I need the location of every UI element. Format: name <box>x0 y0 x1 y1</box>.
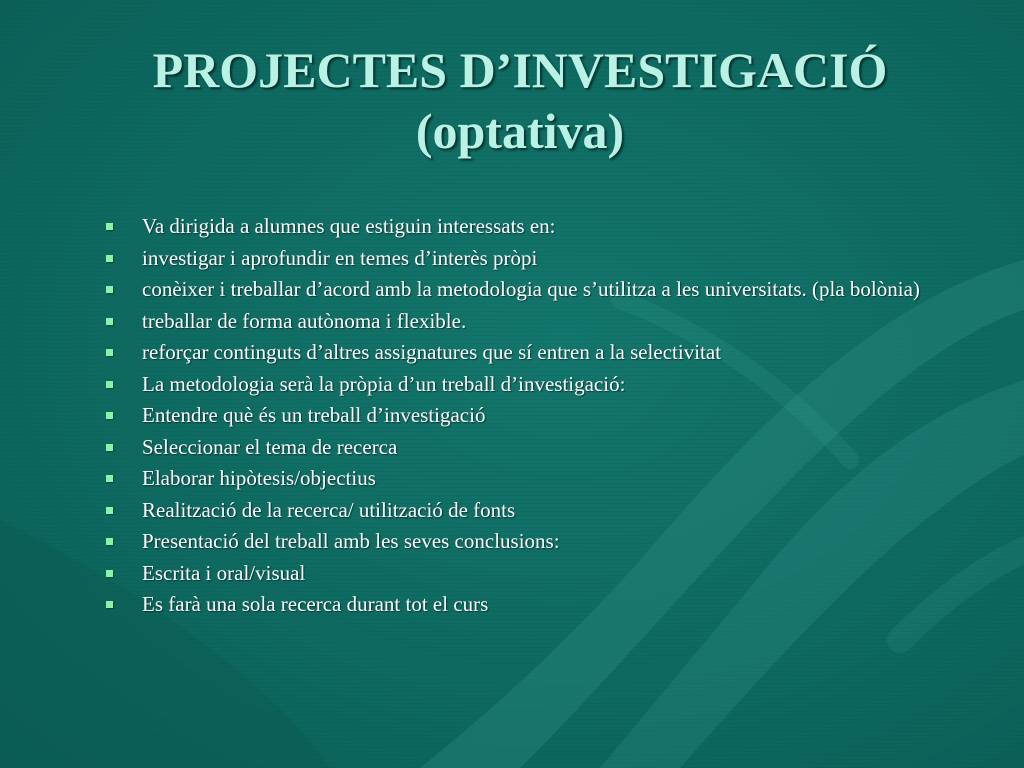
bullet-item <box>104 435 964 460</box>
square-bullet-icon <box>106 475 113 482</box>
square-bullet-icon <box>106 223 113 230</box>
title-line-2: (optativa) <box>415 103 625 159</box>
title-line-1: PROJECTES D’INVESTIGACIÓ <box>152 42 888 98</box>
bullet-text: conèixer i treballar d’acord amb la metodologia que s’utilitza a les universitats. (pla bolònia) <box>142 277 920 301</box>
bullet-text: Es farà una sola recerca durant tot el curs <box>142 592 489 616</box>
bullet-text: Entendre què és un treball d’investigació <box>142 403 486 427</box>
bullet-item <box>104 246 964 271</box>
bullet-text: La metodologia serà la pròpia d’un treball d’investigació: <box>142 371 626 396</box>
bullet-text: Elaborar hipòtesis/objectius <box>142 466 376 490</box>
bullet-list <box>104 214 964 624</box>
bullet-item <box>104 561 964 586</box>
square-bullet-icon <box>106 318 113 325</box>
bullet-item <box>104 372 964 397</box>
square-bullet-icon <box>106 601 113 608</box>
bullet-item <box>104 214 964 239</box>
bullet-text: treballar de forma autònoma i flexible. <box>142 308 467 333</box>
bullet-item <box>104 340 964 365</box>
bullet-text: Va dirigida a alumnes que estiguin interessats en: <box>142 214 556 238</box>
bullet-text: Seleccionar el tema de recerca <box>142 434 398 459</box>
square-bullet-icon <box>106 349 113 356</box>
bullet-item <box>104 403 964 428</box>
bullet-item <box>104 466 964 491</box>
bullet-item <box>104 529 964 554</box>
bullet-text: investigar i aprofundir en temes d’interès pròpi <box>142 245 538 270</box>
square-bullet-icon <box>106 286 113 293</box>
square-bullet-icon <box>106 570 113 577</box>
bullet-item <box>104 592 964 617</box>
square-bullet-icon <box>106 507 113 514</box>
bullet-text: Escrita i oral/visual <box>142 560 306 585</box>
square-bullet-icon <box>106 412 113 419</box>
bullet-item <box>104 309 964 334</box>
square-bullet-icon <box>106 444 113 451</box>
bullet-item <box>104 277 964 302</box>
square-bullet-icon <box>106 381 113 388</box>
bullet-text: reforçar continguts d’altres assignatures que sí entren a la selectivitat <box>142 340 722 364</box>
bullet-text: Realització de la recerca/ utilització de fonts <box>142 497 516 522</box>
square-bullet-icon <box>106 255 113 262</box>
bullet-text: Presentació del treball amb les seves conclusions: <box>142 529 560 553</box>
slide-title <box>60 40 980 162</box>
bullet-item <box>104 498 964 523</box>
square-bullet-icon <box>106 538 113 545</box>
